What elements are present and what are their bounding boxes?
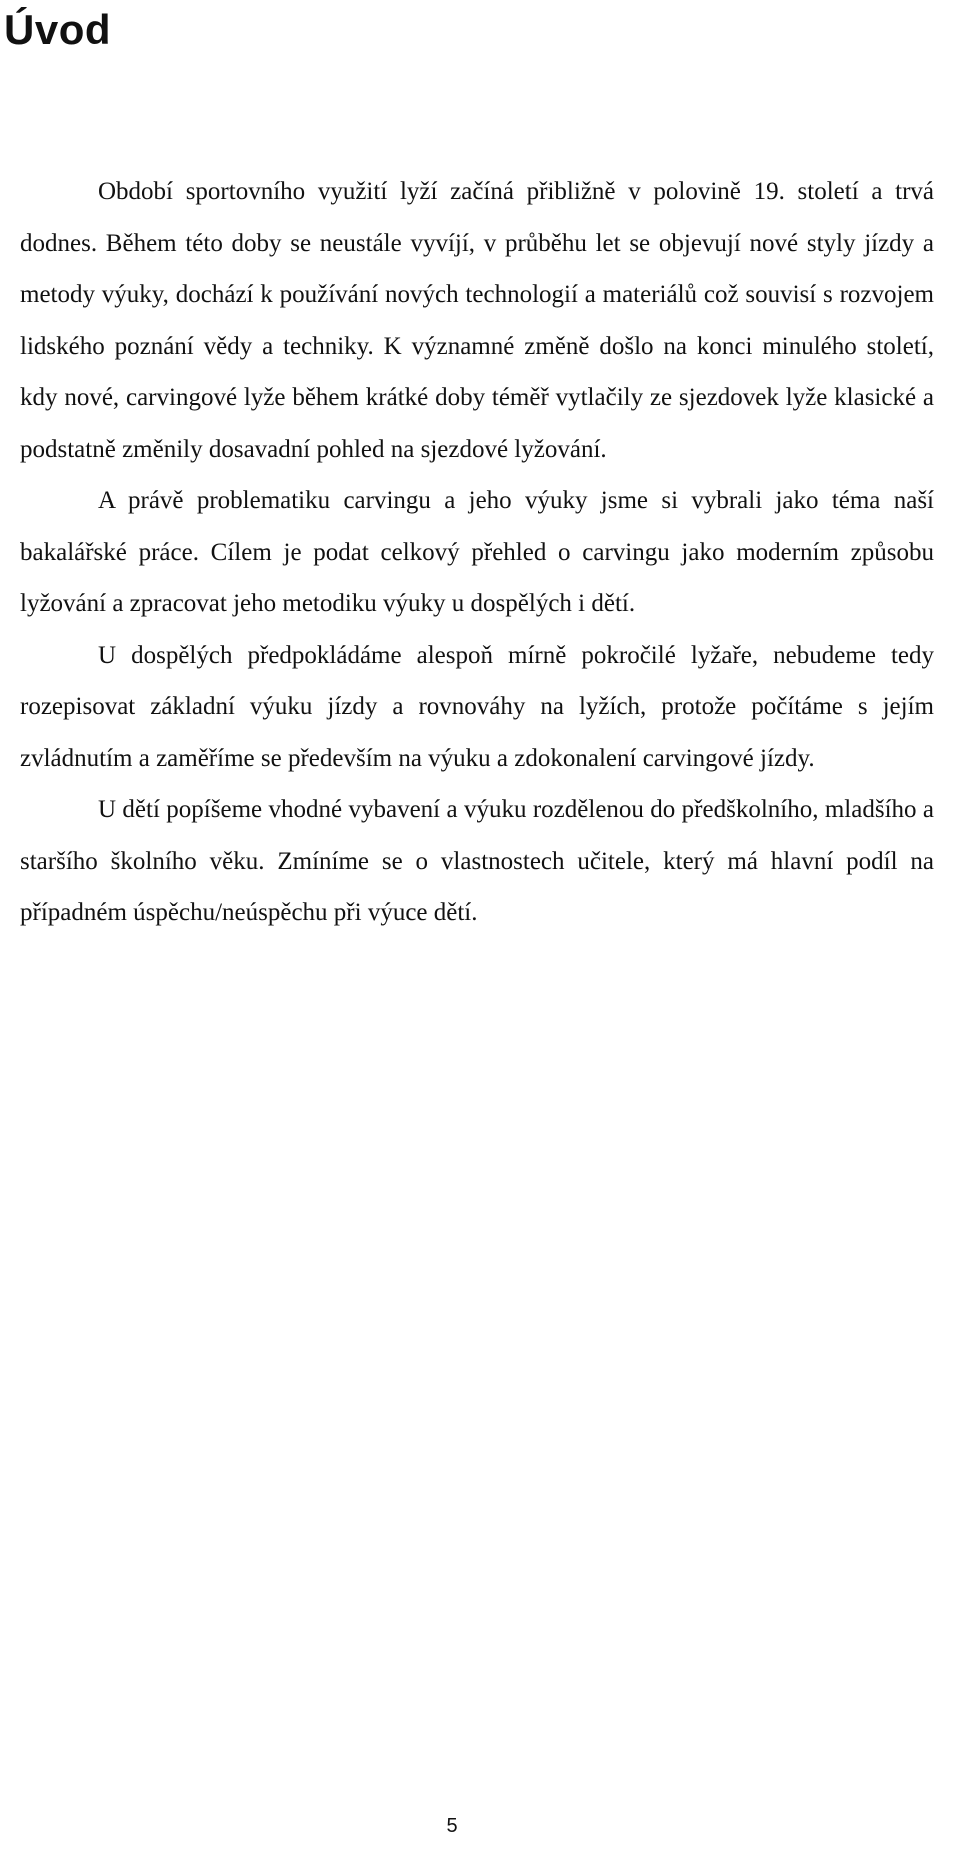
page-title: Úvod (4, 6, 111, 53)
body-text (20, 166, 934, 939)
paragraph-intro: Období sportovního využití lyží začíná přibližně v polovině 19. století a trvá dodnes. Během této doby se neustále vyvíjí, v průběhu let se objevují nové styly jízdy a metody výuky, dochází k používání nových technologií a materiálů což souvisí s rozvojem lidského poznání vědy a techniky. K významné změně došlo na konci minulého století, kdy nové, carvingové lyže během krátké doby téměř vytlačily ze sjezdovek lyže klasické a podstatně změnily dosavadní pohled na sjezdové lyžování. (20, 178, 934, 463)
page-number: 5 (446, 1815, 458, 1837)
paragraph-adults: U dospělých předpokládáme alespoň mírně pokročilé lyžaře, nebudeme tedy rozepisovat základní výuku jízdy a rovnováhy na lyžích, protože počítáme s jejím zvládnutím a zaměříme se především na výuku a zdokonalení carvingové jízdy. (20, 641, 934, 772)
paragraph-children: U dětí popíšeme vhodné vybavení a výuku rozdělenou do předškolního, mladšího a staršího školního věku. Zmíníme se o vlastnostech učitele, který má hlavní podíl na případném úspěchu/neúspěchu při výuce dětí. (20, 796, 934, 926)
paragraph-thesis-topic: A právě problematiku carvingu a jeho výuky jsme si vybrali jako téma naší bakalářské práce. Cílem je podat celkový přehled o carvingu jako moderním způsobu lyžování a zpracovat jeho metodiku výuky u dospělých i dětí. (20, 487, 934, 617)
